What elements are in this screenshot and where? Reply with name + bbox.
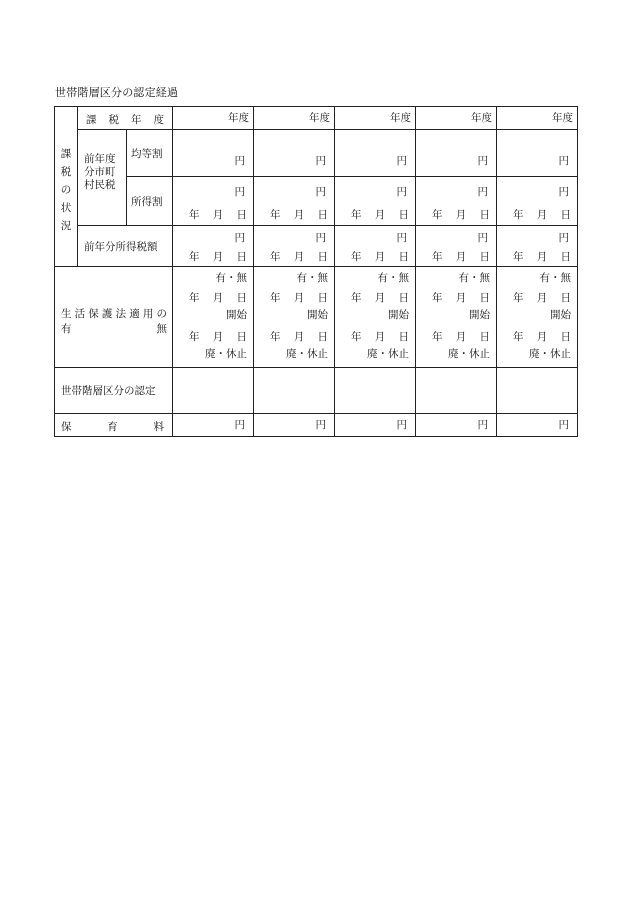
date-day-label: 日 [317,331,328,343]
date-field [513,207,571,222]
column-1-shotoku-cell[interactable] [172,176,254,226]
yen-label: 円 [477,232,488,244]
date-field [189,329,247,344]
date-field [270,329,328,344]
date-day-label: 日 [398,251,409,263]
date-day-label: 日 [317,251,328,263]
household-class-certification-label-cell [54,367,173,414]
date-day-label: 日 [560,209,571,221]
date-month-label: 月 [536,209,548,221]
yen-label: 円 [558,186,569,198]
date-year-label: 年 [270,209,281,221]
date-year-label: 年 [351,251,362,263]
household-class-certification-label: 世帯階層区分の認定 [61,385,156,397]
date-year-label: 年 [432,292,443,304]
date-year-label: 年 [189,331,200,343]
discontinued-label: 廃・休止 [529,348,571,360]
date-year-label: 年 [351,209,362,221]
date-year-label: 年 [351,331,362,343]
date-month-label: 月 [293,331,305,343]
income-levy-label-cell [126,176,173,226]
date-field [189,207,247,222]
date-month-label: 月 [212,209,224,221]
yen-label: 円 [477,419,488,431]
yen-label: 円 [396,186,407,198]
yen-label: 円 [315,186,326,198]
prior-year-line-1: 前年度 [84,153,116,165]
date-day-label: 日 [317,292,328,304]
date-day-label: 日 [236,209,247,221]
column-5-nendo-cell[interactable] [496,106,578,130]
char: の [156,308,167,320]
livelihood-protection-label-cell [54,266,173,368]
date-field [351,207,409,222]
char: 生 [61,308,72,320]
yen-label: 円 [234,186,245,198]
vchar: 課 [60,148,72,160]
date-field [432,329,490,344]
date-day-label: 日 [479,251,490,263]
vchar: の [60,184,72,196]
column-2-shotoku-cell[interactable] [253,176,335,226]
date-day-label: 日 [398,209,409,221]
date-field [270,207,328,222]
date-month-label: 月 [536,251,548,263]
date-year-label: 年 [189,292,200,304]
column-3-nintei-cell[interactable] [334,367,416,414]
column-1-shotokuzei-cell[interactable] [172,225,254,267]
date-year-label: 年 [189,209,200,221]
date-day-label: 日 [479,209,490,221]
tax-year-header-cell [77,106,173,130]
date-field [270,290,328,305]
column-4-kinto-cell[interactable] [415,129,497,177]
date-year-label: 年 [432,331,443,343]
tax-year-header [86,112,164,127]
prior-year-income-tax-label-cell [77,225,173,267]
fiscal-year-label: 年度 [552,112,573,124]
fiscal-year-label: 年度 [471,112,492,124]
date-month-label: 月 [374,251,386,263]
date-field [513,249,571,264]
column-2-shotokuzei-cell[interactable] [253,225,335,267]
yen-label: 円 [477,186,488,198]
date-day-label: 日 [560,251,571,263]
yen-label: 円 [477,155,488,167]
yen-label: 円 [396,419,407,431]
column-5-shotokuzei-cell[interactable] [496,225,578,267]
childcare-fee-label [61,419,164,434]
yen-label: 円 [234,419,245,431]
date-day-label: 日 [398,331,409,343]
fiscal-year-label: 年度 [390,112,411,124]
column-1-nendo-cell[interactable] [172,106,254,130]
column-1-kinto-cell[interactable] [172,129,254,177]
column-3-nendo-cell[interactable] [334,106,416,130]
char: 適 [129,308,140,320]
date-day-label: 日 [479,292,490,304]
date-day-label: 日 [398,292,409,304]
date-field [432,207,490,222]
date-year-label: 年 [351,292,362,304]
char: 護 [101,308,113,320]
column-2-nintei-cell[interactable] [253,367,335,414]
yen-label: 円 [396,155,407,167]
date-month-label: 月 [374,331,386,343]
income-levy-label: 所得割 [131,196,163,208]
char: 活 [74,308,86,320]
date-day-label: 日 [560,331,571,343]
start-label: 開始 [226,309,247,321]
yen-label: 円 [558,155,569,167]
char: 料 [153,421,164,433]
date-year-label: 年 [432,251,443,263]
date-year-label: 年 [270,251,281,263]
column-3-seikatsu-cell[interactable] [334,266,416,368]
column-5-shotoku-cell[interactable] [496,176,578,226]
char: 保 [88,308,99,320]
column-4-seikatsu-cell[interactable] [415,266,497,368]
column-3-shotoku-cell[interactable] [334,176,416,226]
char: 法 [115,308,127,320]
date-month-label: 月 [536,292,548,304]
column-5-hoikuryo-cell[interactable] [496,413,578,437]
date-field [432,290,490,305]
yes-no-option: 有・無 [539,272,571,284]
discontinued-label: 廃・休止 [367,348,409,360]
fiscal-year-label: 年度 [309,112,330,124]
per-capita-levy-label-cell [126,129,173,177]
column-3-shotokuzei-cell[interactable] [334,225,416,267]
date-year-label: 年 [270,331,281,343]
date-field [513,329,571,344]
char: 育 [107,421,118,433]
yes-no-option: 有・無 [215,272,247,284]
column-4-hoikuryo-cell[interactable] [415,413,497,437]
vchar: 況 [60,220,72,232]
date-field [351,290,409,305]
date-year-label: 年 [513,292,524,304]
start-label: 開始 [550,309,571,321]
date-year-label: 年 [513,251,524,263]
date-day-label: 日 [317,209,328,221]
discontinued-label: 廃・休止 [205,348,247,360]
date-month-label: 月 [455,251,467,263]
yen-label: 円 [315,232,326,244]
date-month-label: 月 [293,251,305,263]
childcare-fee-label-cell [54,413,173,437]
column-5-nintei-cell[interactable] [496,367,578,414]
date-field [351,329,409,344]
livelihood-protection-label-line-1 [61,306,167,321]
date-month-label: 月 [455,209,467,221]
yen-label: 円 [315,419,326,431]
column-5-kinto-cell[interactable] [496,129,578,177]
date-day-label: 日 [560,292,571,304]
char: 用 [142,308,154,320]
form-title: 世帯階層区分の認定経過 [55,86,179,99]
char: 度 [153,114,164,126]
date-month-label: 月 [212,251,224,263]
fiscal-year-label: 年度 [228,112,249,124]
date-month-label: 月 [536,331,548,343]
column-1-seikatsu-cell[interactable] [172,266,254,368]
yes-no-option: 有・無 [377,272,409,284]
column-4-shotokuzei-cell[interactable] [415,225,497,267]
prior-year-line-2: 分市町 [84,166,116,178]
char: 課 [86,114,97,126]
date-year-label: 年 [432,209,443,221]
date-day-label: 日 [479,331,490,343]
discontinued-label: 廃・休止 [286,348,328,360]
certification-history-table [54,106,578,437]
taxation-status-label [55,145,77,235]
char: 年 [131,114,142,126]
date-field [513,290,571,305]
column-4-nendo-cell[interactable] [415,106,497,130]
date-month-label: 月 [293,292,305,304]
prior-year-line-3: 村民税 [84,179,116,191]
column-1-nintei-cell[interactable] [172,367,254,414]
prior-year-income-tax-label: 前年分所得税額 [84,241,158,253]
start-label: 開始 [388,309,409,321]
yen-label: 円 [396,232,407,244]
date-year-label: 年 [513,209,524,221]
livelihood-protection-label-line-2 [61,321,167,336]
start-label: 開始 [307,309,328,321]
date-month-label: 月 [374,292,386,304]
date-field [351,249,409,264]
date-month-label: 月 [212,331,224,343]
char: 有 [61,323,72,335]
column-2-seikatsu-cell[interactable] [253,266,335,368]
date-month-label: 月 [374,209,386,221]
column-1-hoikuryo-cell[interactable] [172,413,254,437]
prior-year-municipal-tax-cell [77,129,127,226]
yen-label: 円 [558,419,569,431]
column-5-seikatsu-cell[interactable] [496,266,578,368]
yen-label: 円 [234,155,245,167]
char: 税 [108,114,119,126]
column-2-kinto-cell[interactable] [253,129,335,177]
per-capita-levy-label: 均等割 [131,148,163,160]
date-field [189,290,247,305]
discontinued-label: 廃・休止 [448,348,490,360]
char: 保 [61,421,72,433]
taxation-status-label-cell [54,106,78,267]
date-year-label: 年 [189,251,200,263]
start-label: 開始 [469,309,490,321]
yes-no-option: 有・無 [296,272,328,284]
column-4-shotoku-cell[interactable] [415,176,497,226]
date-year-label: 年 [270,292,281,304]
date-field [432,249,490,264]
date-month-label: 月 [293,209,305,221]
date-year-label: 年 [513,331,524,343]
column-4-nintei-cell[interactable] [415,367,497,414]
date-month-label: 月 [212,292,224,304]
column-3-hoikuryo-cell[interactable] [334,413,416,437]
vchar: 状 [60,202,72,214]
date-field [189,249,247,264]
date-day-label: 日 [236,331,247,343]
char: 無 [156,323,167,335]
yen-label: 円 [558,232,569,244]
date-field [270,249,328,264]
date-day-label: 日 [236,251,247,263]
yen-label: 円 [315,155,326,167]
column-2-hoikuryo-cell[interactable] [253,413,335,437]
yen-label: 円 [234,232,245,244]
column-2-nendo-cell[interactable] [253,106,335,130]
date-day-label: 日 [236,292,247,304]
vchar: 税 [60,166,72,178]
column-3-kinto-cell[interactable] [334,129,416,177]
yes-no-option: 有・無 [458,272,490,284]
date-month-label: 月 [455,292,467,304]
date-month-label: 月 [455,331,467,343]
